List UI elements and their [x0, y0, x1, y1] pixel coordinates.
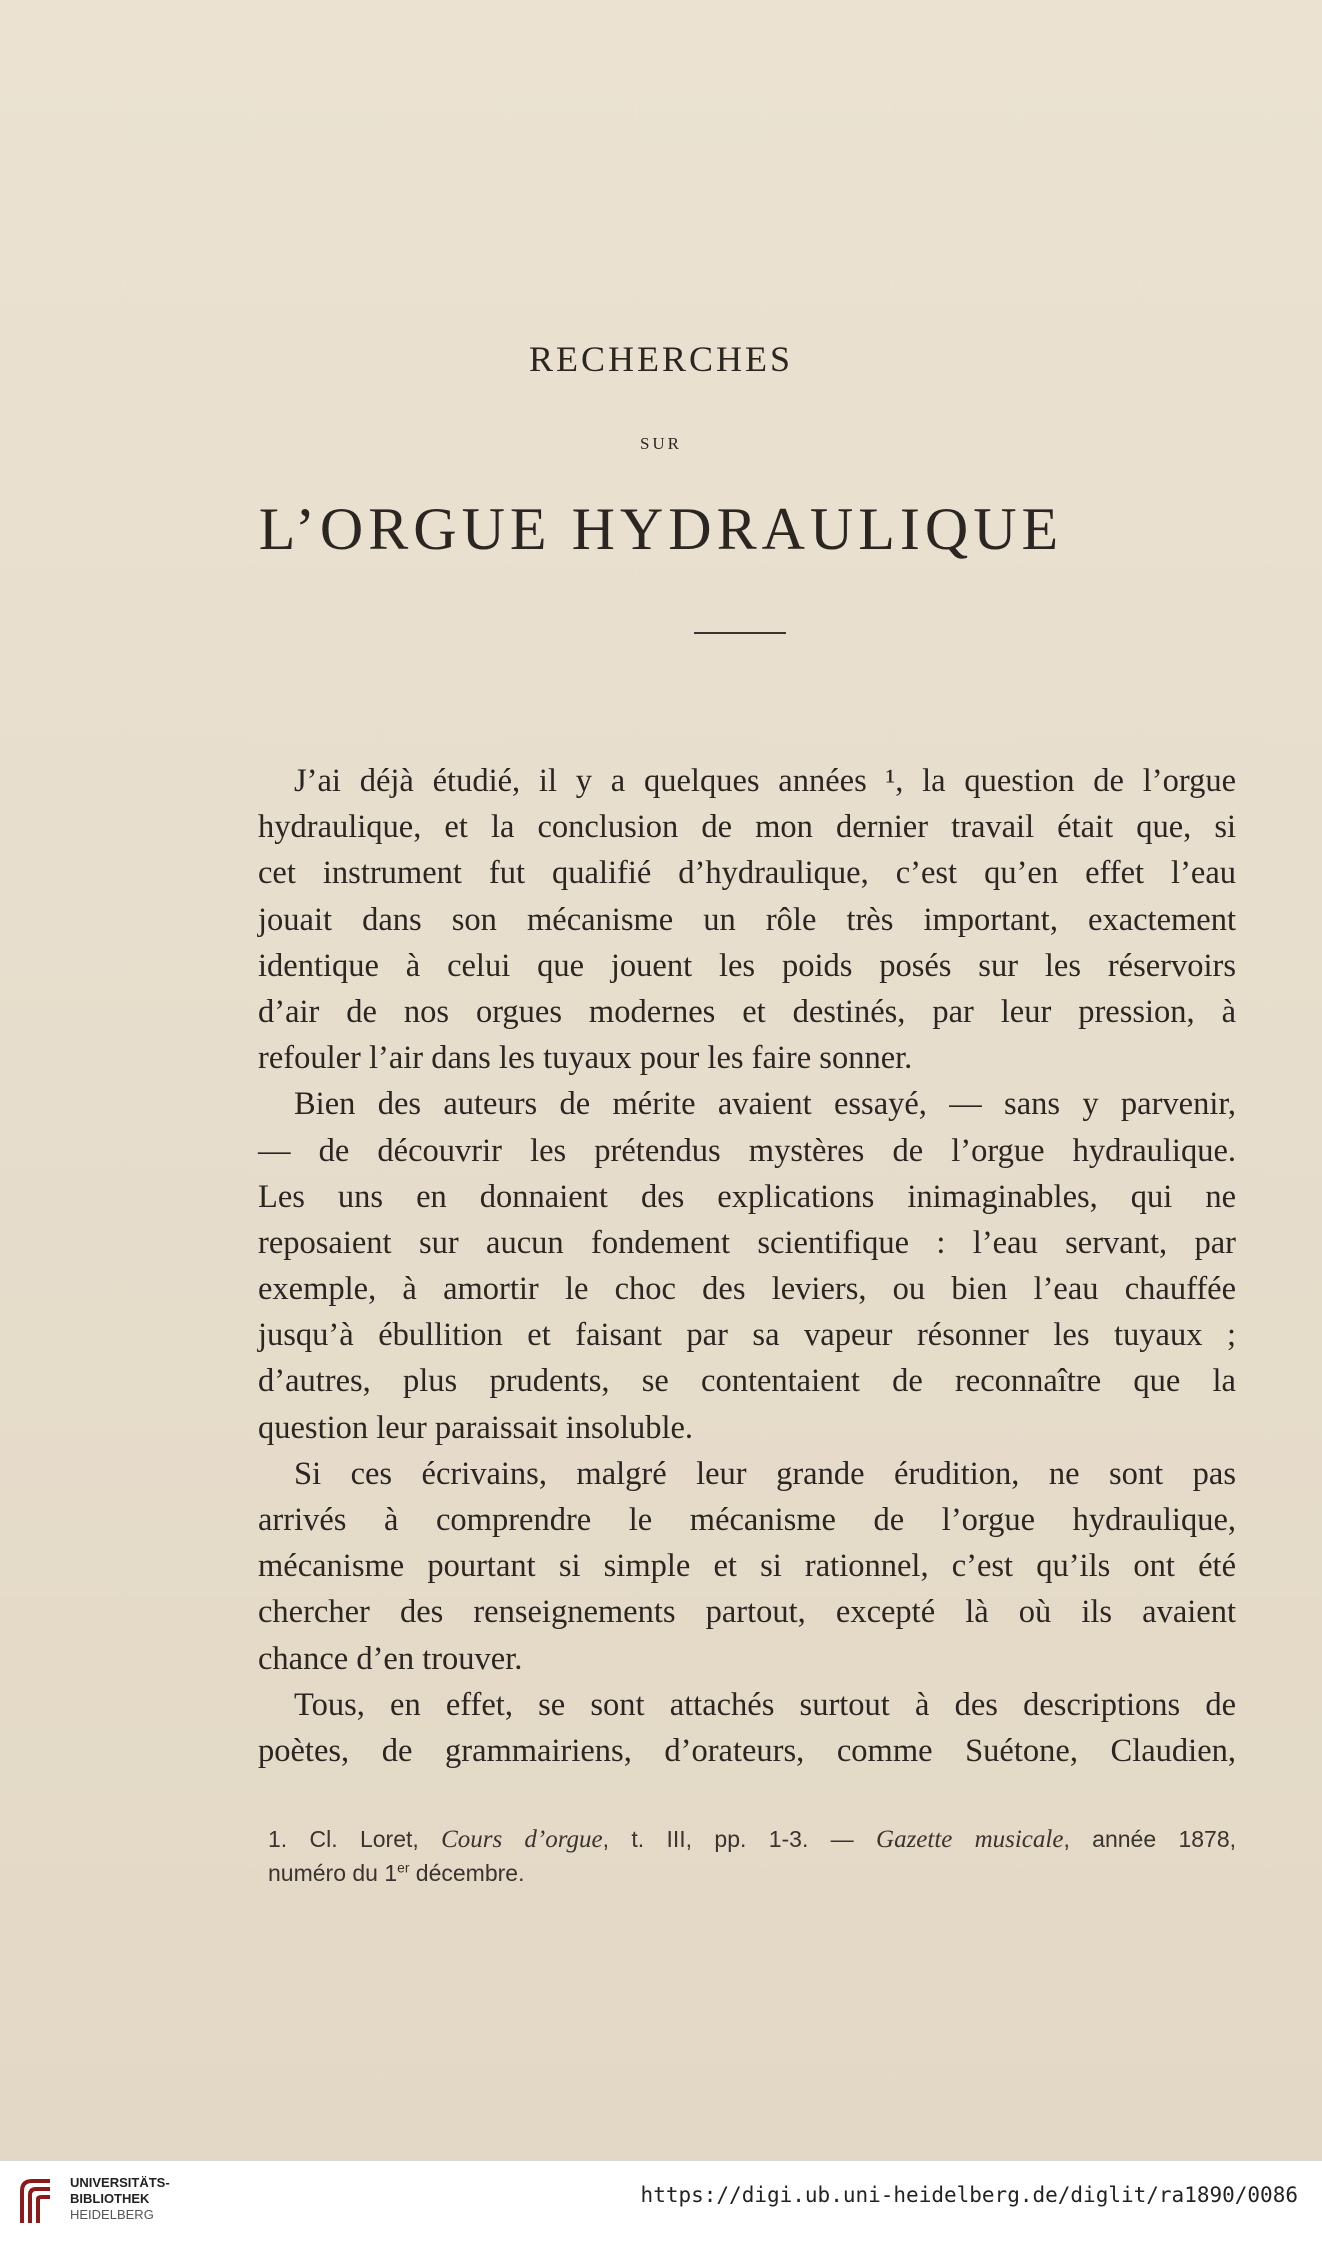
text-line: d’air de nos orgues modernes et destinés, par leur pression, à [258, 993, 1236, 1030]
permalink-url[interactable]: https://digi.ub.uni-heidelberg.de/diglit/ra1890/0086 [640, 2183, 1298, 2207]
footnote [268, 1822, 1236, 1890]
text-line: refouler l’air dans les tuyaux pour les faire sonner. [258, 1040, 913, 1077]
text-line: question leur paraissait insoluble. [258, 1409, 694, 1446]
footnote-line-1 [268, 1822, 1236, 1856]
title-divider [694, 632, 786, 634]
text-line: reposaient sur aucun fondement scientifique : l’eau servant, par [258, 1224, 1236, 1261]
text-line: Les uns en donnaient des explications inimaginables, qui ne [258, 1178, 1236, 1215]
footnote-journal-title: Gazette musicale [876, 1826, 1064, 1853]
library-name [70, 2175, 170, 2223]
body-text [258, 758, 1236, 1774]
library-name-line: UNIVERSITÄTS- [70, 2175, 170, 2190]
text-line: cet instrument fut qualifié d’hydraulique, c’est qu’en effet l’eau [258, 855, 1236, 892]
footnote-date: décembre. [409, 1860, 525, 1886]
viewer-footer [0, 2160, 1322, 2241]
footnote-year: , année 1878, [1063, 1826, 1237, 1852]
text-line: hydraulique, et la conclusion de mon dernier travail était que, si [258, 809, 1236, 846]
text-line: jouait dans son mécanisme un rôle très important, exactement [258, 901, 1236, 938]
footnote-line-2 [268, 1856, 1236, 1890]
library-logo-icon [16, 2173, 60, 2229]
text-line: J’ai déjà étudié, il y a quelques années ¹, la question de l’orgue [294, 763, 1236, 799]
text-line: Tous, en effet, se sont attachés surtout à des descriptions de [294, 1686, 1236, 1723]
page-title: L’ORGUE HYDRAULIQUE [258, 496, 1064, 562]
text-line: Si ces écrivains, malgré leur grande érudition, ne sont pas [294, 1455, 1236, 1492]
footnote-work-title: Cours d’orgue [441, 1826, 603, 1853]
text-line: identique à celui que jouent les poids posés sur les réservoirs [258, 947, 1236, 984]
footnote-issue: numéro du 1 [268, 1860, 398, 1886]
text-line: mécanisme pourtant si simple et si rationnel, c’est qu’ils ont été [258, 1548, 1236, 1585]
text-line: arrivés à comprendre le mécanisme de l’orgue hydraulique, [258, 1502, 1236, 1538]
text-line: chance d’en trouver. [258, 1640, 523, 1677]
footnote-marker: 1. Cl. Loret, [268, 1826, 442, 1852]
text-line: — de découvrir les prétendus mystères de l’orgue hydraulique. [258, 1132, 1236, 1169]
heading-sur: SUR [639, 434, 683, 453]
text-line: poètes, de grammairiens, d’orateurs, comme Suétone, Claudien, [258, 1732, 1236, 1769]
text-line: Bien des auteurs de mérite avaient essayé, — sans y parvenir, [294, 1086, 1236, 1123]
text-line: d’autres, plus prudents, se contentaient de reconnaître que la [258, 1363, 1236, 1400]
text-line: jusqu’à ébullition et faisant par sa vapeur résonner les tuyaux ; [258, 1317, 1236, 1354]
footnote-ref: , t. III, pp. 1-3. — [602, 1826, 877, 1852]
library-name-line: BIBLIOTHEK [70, 2191, 150, 2206]
heading-kicker: RECHERCHES [528, 339, 794, 379]
text-line: exemple, à amortir le choc des leviers, ou bien l’eau chauffée [258, 1271, 1236, 1308]
library-name-line: HEIDELBERG [70, 2207, 154, 2222]
text-line: chercher des renseignements partout, excepté là où ils avaient [258, 1594, 1236, 1631]
footnote-superscript: er [397, 1860, 410, 1876]
